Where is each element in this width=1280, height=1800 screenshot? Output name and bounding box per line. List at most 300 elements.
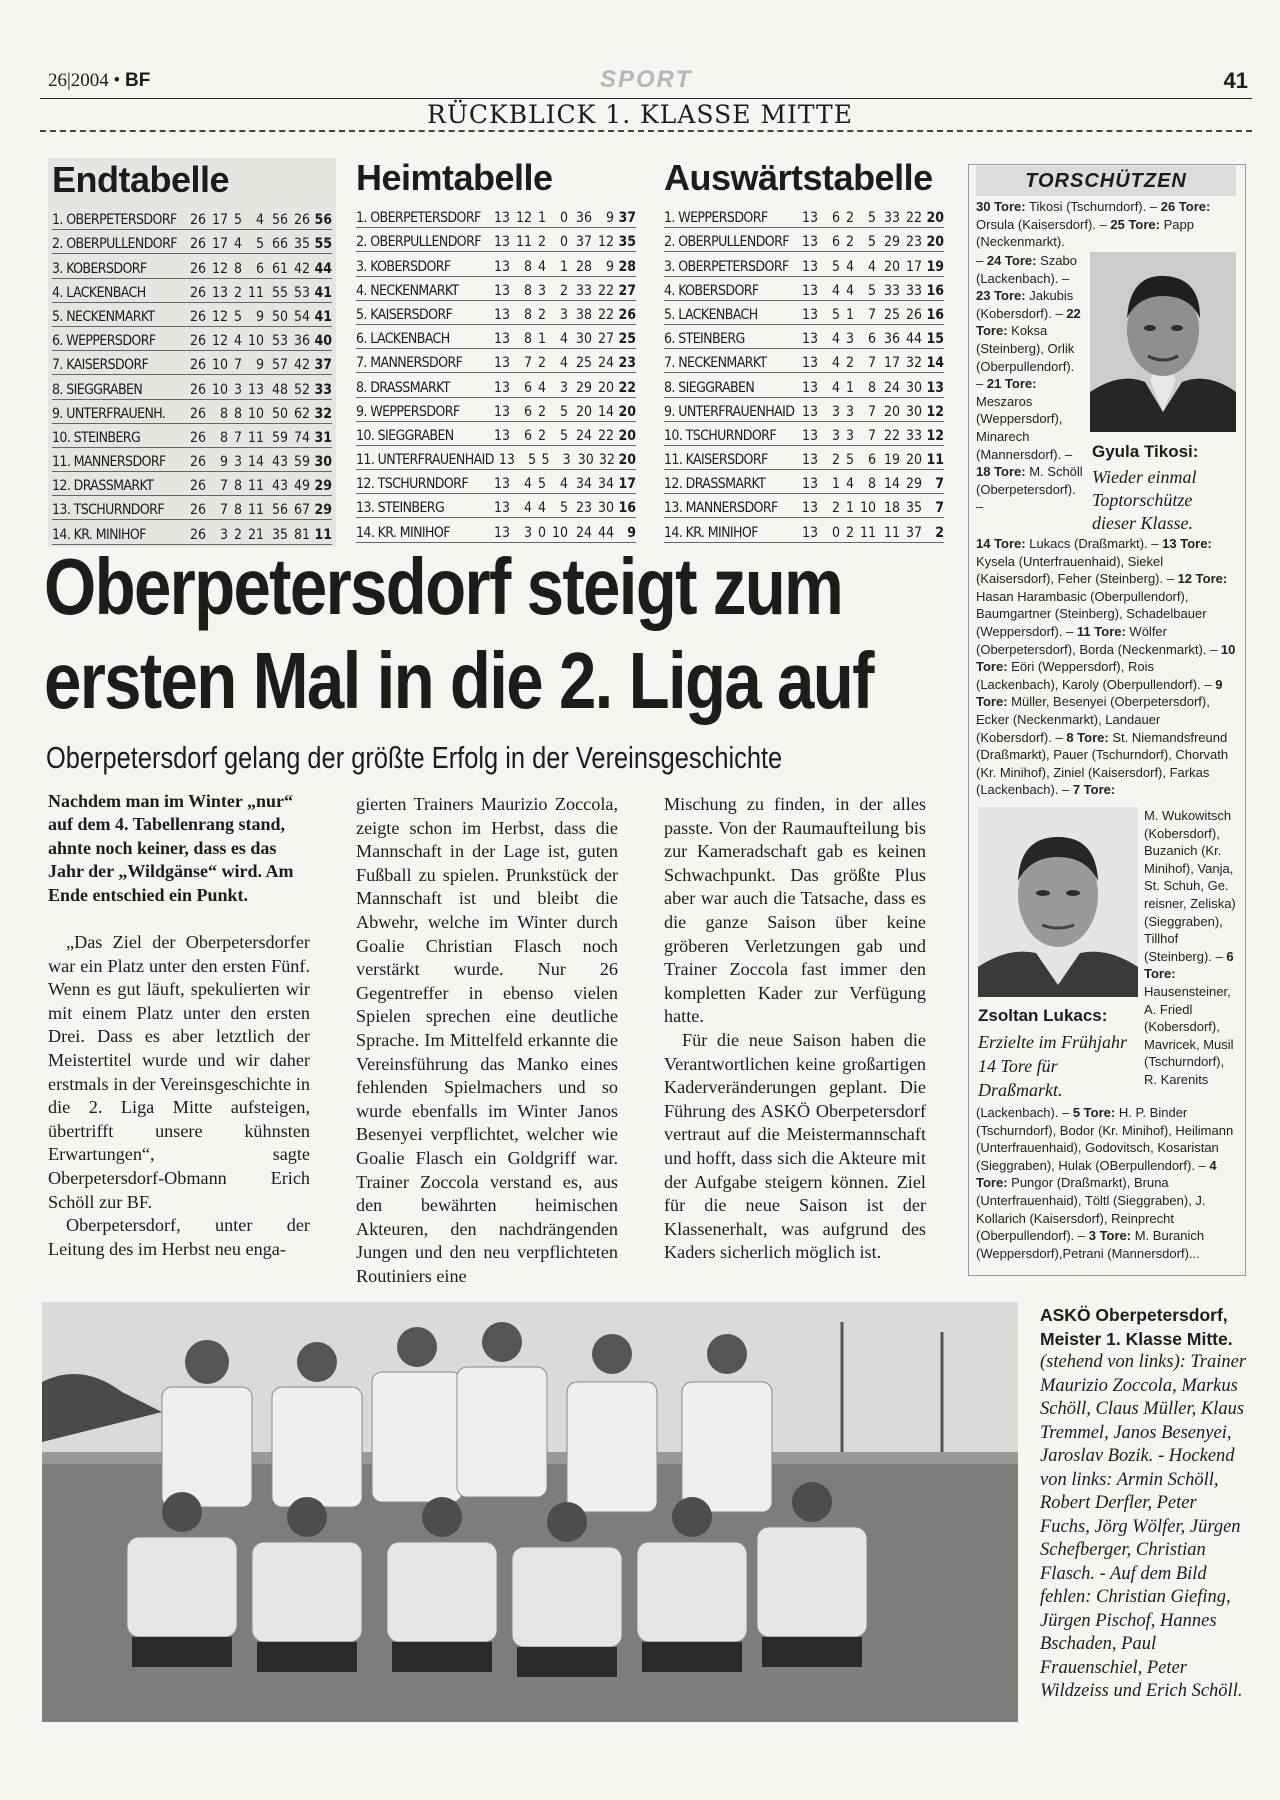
stat-cell: 13 (493, 379, 510, 396)
stat-cell: 30 (597, 500, 614, 517)
stat-cell: 3 (559, 306, 568, 323)
stat-cell: 8 (219, 429, 228, 446)
stat-cell: 8 (523, 258, 532, 275)
stat-cell: 13 (211, 284, 228, 301)
stat-cell: 1 (537, 331, 546, 348)
stat-cell: 13 (801, 355, 818, 372)
stat-cell: 3 (845, 403, 854, 420)
stat-cell: 12 (211, 308, 228, 325)
stat-cell: 1 (845, 500, 854, 517)
points-cell: 25 (618, 331, 636, 348)
stat-cell: 2 (845, 524, 854, 541)
table-row (52, 206, 332, 230)
stat-cell: 5 (255, 236, 264, 253)
stat-cell: 35 (293, 236, 310, 253)
stat-cell: 24 (883, 379, 900, 396)
stat-cell: 13 (247, 381, 264, 398)
stat-cell: 13 (801, 379, 818, 396)
stat-cell: 10 (247, 333, 264, 350)
stat-cell: 56 (271, 502, 288, 519)
points-cell: 41 (314, 284, 332, 301)
stat-cell: 22 (883, 427, 900, 444)
stat-cell: 57 (271, 357, 288, 374)
stat-cell: 13 (493, 524, 510, 541)
stat-cell: 32 (598, 452, 615, 469)
team-photo-caption (1040, 1304, 1250, 1704)
stat-cell: 19 (883, 452, 900, 469)
stat-cell: 4 (559, 476, 568, 493)
stat-cell: 34 (597, 476, 614, 493)
stat-cell: 14 (883, 476, 900, 493)
stat-cell: 26 (189, 478, 206, 495)
stat-cell: 44 (905, 331, 922, 348)
stat-cell: 59 (271, 429, 288, 446)
team-name: 4. LACKENBACH (52, 284, 146, 301)
stat-cell: 4 (845, 476, 854, 493)
team-name: 5. NECKENMARKT (52, 308, 155, 325)
points-cell: 56 (314, 212, 332, 229)
stat-cell: 36 (575, 210, 592, 227)
stat-cell: 67 (293, 502, 310, 519)
stat-cell: 5 (528, 452, 537, 469)
points-cell: 12 (926, 427, 944, 444)
article-column-2 (356, 793, 618, 1288)
table-row (664, 228, 944, 252)
stat-cell: 0 (537, 524, 546, 541)
team-name: 8. DRASSMARKT (356, 379, 450, 396)
stat-cell: 8 (523, 282, 532, 299)
table-row (664, 446, 944, 470)
stat-cell: 9 (605, 258, 614, 275)
points-cell: 20 (926, 234, 944, 251)
table-row (356, 422, 636, 446)
stat-cell: 5 (867, 282, 876, 299)
stat-cell: 1 (559, 258, 568, 275)
table-row (664, 494, 944, 518)
points-cell: 7 (935, 500, 944, 517)
table-row (356, 446, 636, 470)
stat-cell: 48 (271, 381, 288, 398)
stat-cell: 42 (293, 357, 310, 374)
stat-cell: 33 (883, 282, 900, 299)
team-name: 9. WEPPERSDORF (356, 403, 460, 420)
stat-cell: 24 (575, 427, 592, 444)
points-cell: 40 (314, 333, 332, 350)
table-row (356, 252, 636, 276)
stat-cell: 7 (867, 403, 876, 420)
stat-cell: 11 (515, 234, 532, 251)
table-row (356, 204, 636, 228)
table-row (356, 325, 636, 349)
stat-cell: 2 (233, 284, 242, 301)
home-table-rows (356, 204, 636, 543)
stat-cell: 6 (523, 403, 532, 420)
tikosi-caption-text: Wieder einmal Toptorschütze dieser Klasse. (1092, 467, 1197, 533)
lukacs-caption-text: Erzielte im Frühjahr 14 Tore für Draßmarkt. (978, 1032, 1127, 1100)
table-row (52, 303, 332, 327)
article-paragraph: Mischung zu finden, in der alles passte. Von der Raumaufteilung bis zur Kameradschaft gab es keinen Schwachpunkt. Das größte Plus aber war auch die Tatsache, dass es die ganze Saison über keine gröberen Verletzungen gab und Trainer Zoccola fast immer den kompletten Kader zur Verfügung hatte. (664, 794, 926, 1027)
stat-cell: 4 (233, 333, 242, 350)
scorers-title: TORSCHÜTZEN (976, 166, 1236, 196)
team-name: 3. KOBERSDORF (356, 258, 451, 275)
article-paragraph: Für die neue Saison haben die Verantwortlichen keine großartigen Kaderveränderungen geplant. Die Führung des ASKÖ Oberpetersdorf vertraut auf die Meistermannschaft und hofft, dass sich die Akteure mit der Aufgabe steigern können. Ziel für die neue Saison ist der Klassenerhalt, was aufgrund des Kaders sicherlich möglich ist. (664, 1029, 926, 1263)
table-row (356, 349, 636, 373)
table-row (664, 470, 944, 494)
points-cell: 15 (926, 331, 944, 348)
stat-cell: 44 (597, 524, 614, 541)
stat-cell: 3 (845, 427, 854, 444)
points-cell: 11 (926, 452, 944, 469)
stat-cell: 53 (271, 333, 288, 350)
headline: Oberpetersdorf steigt zum ersten Mal in die 2. Liga auf (44, 542, 873, 725)
table-row (664, 422, 944, 446)
team-name: 14. KR. MINIHOF (664, 524, 758, 541)
stat-cell: 8 (523, 331, 532, 348)
stat-cell: 3 (537, 282, 546, 299)
points-cell: 12 (926, 403, 944, 420)
stat-cell: 13 (801, 234, 818, 251)
stat-cell: 43 (271, 454, 288, 471)
stat-cell: 74 (293, 429, 310, 446)
stat-cell: 17 (905, 258, 922, 275)
stat-cell: 66 (271, 236, 288, 253)
stat-cell: 13 (493, 258, 510, 275)
team-name: 12. TSCHURNDORF (356, 476, 468, 493)
header-rule (40, 98, 1252, 99)
stat-cell: 23 (905, 234, 922, 251)
stat-cell: 35 (271, 526, 288, 543)
team-name: 8. SIEGGRABEN (52, 381, 143, 398)
stat-cell: 7 (233, 357, 242, 374)
team-name: 12. DRASSMARKT (52, 478, 154, 495)
stat-cell: 7 (219, 502, 228, 519)
article-paragraph: Oberpetersdorf, unter der Leitung des im Herbst neu enga- (48, 1215, 310, 1259)
stat-cell: 13 (493, 282, 510, 299)
points-cell: 20 (618, 427, 636, 444)
stat-cell: 3 (219, 526, 228, 543)
stat-cell: 7 (867, 306, 876, 323)
stat-cell: 2 (537, 234, 546, 251)
table-row (664, 325, 944, 349)
away-table (664, 158, 944, 543)
stat-cell: 3 (523, 524, 532, 541)
stat-cell: 4 (559, 355, 568, 372)
stat-cell: 0 (831, 524, 840, 541)
section-label: SPORT (600, 66, 693, 93)
stat-cell: 59 (293, 454, 310, 471)
table-row (356, 277, 636, 301)
stat-cell: 4 (537, 500, 546, 517)
stat-cell: 5 (867, 210, 876, 227)
points-cell: 32 (314, 405, 332, 422)
table-row (664, 349, 944, 373)
stat-cell: 6 (831, 210, 840, 227)
team-name: 14. KR. MINIHOF (356, 524, 450, 541)
lukacs-caption-name: Zsoltan Lukacs: (978, 1006, 1108, 1025)
stat-cell: 5 (831, 258, 840, 275)
stat-cell: 4 (831, 355, 840, 372)
team-name: 1. OBERPETERSDORF (356, 210, 481, 227)
stat-cell: 1 (831, 476, 840, 493)
stat-cell: 4 (831, 282, 840, 299)
stat-cell: 4 (559, 331, 568, 348)
stat-cell: 3 (233, 381, 242, 398)
stat-cell: 50 (271, 405, 288, 422)
stat-cell: 4 (523, 500, 532, 517)
stat-cell: 25 (575, 355, 592, 372)
stat-cell: 4 (233, 236, 242, 253)
stat-cell: 13 (801, 282, 818, 299)
table-row (664, 518, 944, 542)
article-column-3 (664, 793, 926, 1265)
stat-cell: 5 (537, 476, 546, 493)
table-row (52, 230, 332, 254)
stat-cell: 11 (859, 524, 876, 541)
team-name: 7. NECKENMARKT (664, 355, 767, 372)
team-name: 2. OBERPULLENDORF (356, 234, 481, 251)
tikosi-caption-name: Gyula Tikosi: (1092, 442, 1199, 461)
table-row (356, 518, 636, 542)
team-name: 7. MANNERSDORF (356, 355, 463, 372)
end-table-title: Endtabelle (52, 159, 230, 200)
team-name: 9. UNTERFRAUENH. (52, 405, 166, 422)
stat-cell: 1 (537, 210, 546, 227)
stat-cell: 6 (831, 234, 840, 251)
stat-cell: 13 (493, 234, 510, 251)
stat-cell: 22 (597, 427, 614, 444)
points-cell: 29 (314, 478, 332, 495)
stat-cell: 33 (905, 427, 922, 444)
stat-cell: 5 (559, 500, 568, 517)
stat-cell: 13 (801, 500, 818, 517)
stat-cell: 49 (293, 478, 310, 495)
stat-cell: 12 (597, 234, 614, 251)
table-row (356, 470, 636, 494)
stat-cell: 6 (867, 452, 876, 469)
lukacs-portrait-photo (978, 807, 1138, 997)
team-name: 2. OBERPULLENDORF (664, 234, 789, 251)
team-name: 2. OBERPULLENDORF (52, 236, 177, 253)
team-name: 13. TSCHURNDORF (52, 502, 164, 519)
stat-cell: 2 (845, 234, 854, 251)
table-row (664, 373, 944, 397)
team-caption-text: (stehend von links): Trainer Maurizio Zoccola, Markus Schöll, Claus Müller, Klaus Tremmel, Janos Besenyei, Jaroslav Bozik. - Hockend von links: Armin Schöll, Robert Derfler, Peter Fuchs, Jörg Wölfer, Jürgen Schefberger, Christian Flasch. - Auf dem Bild fehlen: Christian Giefing, Jürgen Pischof, Hannes Bschaden, Paul Frauenschiel, Peter Wildzeiss und Erich Schöll. (1040, 1352, 1247, 1701)
team-name: 12. DRASSMARKT (664, 476, 766, 493)
stat-cell: 13 (498, 452, 515, 469)
article-lead: Nachdem man im Winter „nur“ auf dem 4. Tabellenrang stand, ahnte noch keiner, dass es das Jahr der „Wildgänse“ wird. Am Ende entschied ein Punkt. (48, 791, 294, 905)
team-name: 1. OBERPETERSDORF (52, 212, 177, 229)
stat-cell: 14 (597, 403, 614, 420)
table-row (52, 254, 332, 278)
points-cell: 14 (926, 355, 944, 372)
team-name: 4. NECKENMARKT (356, 282, 459, 299)
stat-cell: 13 (801, 524, 818, 541)
stat-cell: 8 (233, 260, 242, 277)
header-dashed-rule (40, 130, 1252, 132)
subheadline: Oberpetersdorf gelang der größte Erfolg in der Vereinsgeschichte (46, 740, 783, 775)
stat-cell: 13 (493, 355, 510, 372)
stat-cell: 8 (867, 476, 876, 493)
stat-cell: 30 (577, 452, 594, 469)
stat-cell: 43 (271, 478, 288, 495)
stat-cell: 3 (845, 331, 854, 348)
stat-cell: 38 (575, 306, 592, 323)
stat-cell: 6 (523, 379, 532, 396)
stat-cell: 13 (493, 306, 510, 323)
stat-cell: 36 (883, 331, 900, 348)
stat-cell: 3 (831, 427, 840, 444)
points-cell: 16 (926, 282, 944, 299)
stat-cell: 20 (883, 403, 900, 420)
stat-cell: 18 (883, 500, 900, 517)
stat-cell: 61 (271, 260, 288, 277)
points-cell: 28 (618, 258, 636, 275)
table-row (664, 204, 944, 228)
stat-cell: 5 (831, 306, 840, 323)
stat-cell: 13 (801, 427, 818, 444)
stat-cell: 26 (905, 306, 922, 323)
stat-cell: 26 (189, 381, 206, 398)
team-name: 6. LACKENBACH (356, 331, 450, 348)
table-row (664, 398, 944, 422)
stat-cell: 52 (293, 381, 310, 398)
stat-cell: 13 (493, 403, 510, 420)
stat-cell: 26 (189, 357, 206, 374)
team-name: 3. KOBERSDORF (52, 260, 147, 277)
stat-cell: 4 (831, 331, 840, 348)
team-name: 13. MANNERSDORF (664, 500, 778, 517)
stat-cell: 53 (293, 284, 310, 301)
points-cell: 35 (618, 234, 636, 251)
stat-cell: 0 (559, 210, 568, 227)
stat-cell: 7 (523, 355, 532, 372)
stat-cell: 62 (293, 405, 310, 422)
stat-cell: 24 (575, 524, 592, 541)
points-cell: 29 (314, 502, 332, 519)
table-row (52, 351, 332, 375)
stat-cell: 35 (905, 500, 922, 517)
stat-cell: 8 (867, 379, 876, 396)
stat-cell: 7 (219, 478, 228, 495)
stat-cell: 9 (255, 357, 264, 374)
away-table-rows (664, 204, 944, 543)
stat-cell: 34 (575, 476, 592, 493)
points-cell: 16 (926, 306, 944, 323)
stat-cell: 10 (859, 500, 876, 517)
points-cell: 20 (618, 403, 636, 420)
away-table-title: Auswärtstabelle (664, 157, 933, 198)
stat-cell: 2 (559, 282, 568, 299)
stat-cell: 25 (883, 306, 900, 323)
points-cell: 27 (618, 282, 636, 299)
stat-cell: 13 (801, 331, 818, 348)
team-caption-title: ASKÖ Oberpetersdorf, Meister 1. Klasse Mitte. (1040, 1305, 1233, 1349)
stat-cell: 13 (801, 452, 818, 469)
stat-cell: 6 (523, 427, 532, 444)
stat-cell: 5 (559, 403, 568, 420)
stat-cell: 17 (211, 212, 228, 229)
stat-cell: 5 (233, 308, 242, 325)
stat-cell: 4 (867, 258, 876, 275)
stat-cell: 0 (559, 234, 568, 251)
stat-cell: 13 (493, 331, 510, 348)
stat-cell: 20 (597, 379, 614, 396)
stat-cell: 13 (801, 306, 818, 323)
team-name: 14. KR. MINIHOF (52, 526, 146, 543)
points-cell: 22 (618, 379, 636, 396)
stat-cell: 13 (801, 476, 818, 493)
stat-cell: 4 (845, 258, 854, 275)
stat-cell: 22 (597, 306, 614, 323)
brand-label: BF (124, 70, 151, 91)
stat-cell: 2 (845, 210, 854, 227)
stat-cell: 26 (189, 333, 206, 350)
stat-cell: 26 (189, 454, 206, 471)
stat-cell: 11 (247, 429, 264, 446)
stat-cell: 13 (801, 258, 818, 275)
stat-cell: 5 (541, 452, 550, 469)
team-name: 10. TSCHURNDORF (664, 427, 776, 444)
stat-cell: 13 (493, 500, 510, 517)
stat-cell: 2 (831, 452, 840, 469)
stat-cell: 4 (831, 379, 840, 396)
stat-cell: 9 (255, 308, 264, 325)
points-cell: 16 (618, 500, 636, 517)
stat-cell: 11 (247, 284, 264, 301)
team-name: 6. WEPPERSDORF (52, 333, 156, 350)
table-row (52, 400, 332, 424)
team-name: 11. KAISERSDORF (664, 452, 768, 469)
stat-cell: 5 (233, 212, 242, 229)
points-cell: 23 (618, 355, 636, 372)
team-name: 13. STEINBERG (356, 500, 445, 517)
stat-cell: 56 (271, 212, 288, 229)
stat-cell: 5 (559, 427, 568, 444)
stat-cell: 6 (255, 260, 264, 277)
stat-cell: 2 (845, 355, 854, 372)
stat-cell: 20 (575, 403, 592, 420)
stat-cell: 29 (575, 379, 592, 396)
stat-cell: 6 (867, 331, 876, 348)
stat-cell: 26 (189, 284, 206, 301)
table-row (52, 496, 332, 520)
article-paragraph: gierten Trainers Maurizio Zoccola, zeigte schon im Herbst, dass die Mannschaft in der Lage ist, guten Fußball zu spielen. Prunkstück der Mannschaft ist und bleibt die Abwehr, welche im Winter durch Goalie Christian Flasch noch verstärkt wurde. Nur 26 Gegentreffer in ebenso vielen Spielen sprechen eine deutliche Sprache. Im Mittelfeld erkannte die Vereinsführung das Manko eines fehlenden Spielmachers und so wurde ebenfalls im Winter Janos Besenyei verpflichtet, welcher wie Goalie Flasch ein Goldgriff war. Trainer Zoccola verstand es, aus den bewährten heimischen Akteuren, den nachdrängenden Jungen und den neu verpflichteten Routiniers eine (356, 794, 618, 1286)
table-row (356, 228, 636, 252)
stat-cell: 26 (189, 236, 206, 253)
points-cell: 9 (627, 524, 636, 541)
stat-cell: 1 (845, 306, 854, 323)
points-cell: 19 (926, 258, 944, 275)
stat-cell: 2 (537, 427, 546, 444)
stat-cell: 21 (247, 526, 264, 543)
stat-cell: 33 (575, 282, 592, 299)
stat-cell: 7 (867, 355, 876, 372)
stat-cell: 26 (189, 405, 206, 422)
team-name: 7. KAISERSDORF (52, 357, 149, 374)
table-row (356, 398, 636, 422)
points-cell: 2 (935, 524, 944, 541)
table-row (52, 448, 332, 472)
team-name: 10. STEINBERG (52, 429, 141, 446)
stat-cell: 26 (189, 212, 206, 229)
stat-cell: 4 (537, 258, 546, 275)
points-cell: 33 (314, 381, 332, 398)
team-name: 3. OBERPETERSDORF (664, 258, 789, 275)
stat-cell: 17 (883, 355, 900, 372)
points-cell: 11 (314, 526, 332, 543)
stat-cell: 13 (493, 210, 510, 227)
stat-cell: 8 (233, 405, 242, 422)
